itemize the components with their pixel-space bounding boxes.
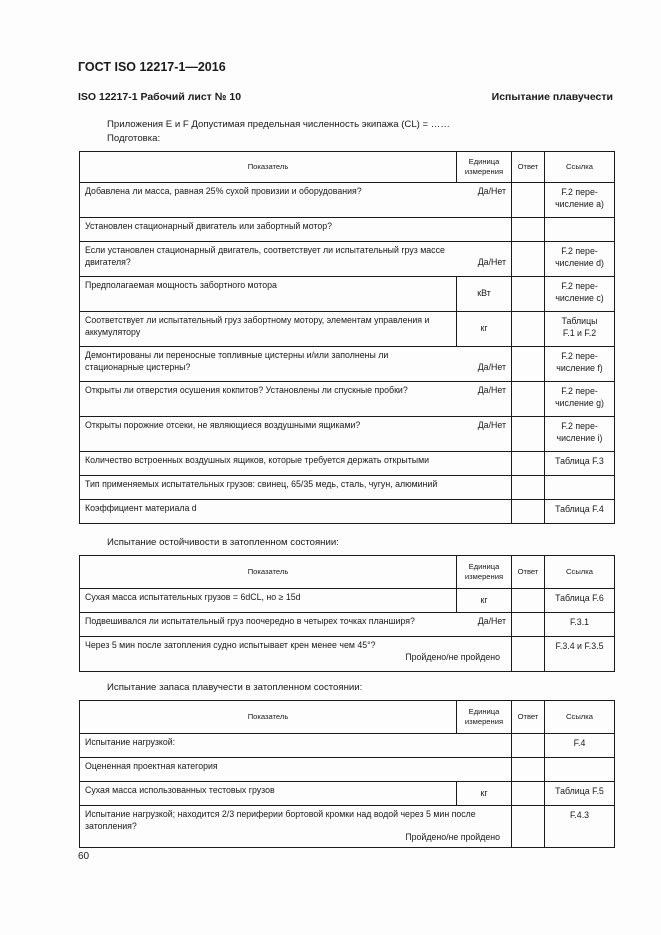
preparation-label: Подготовка: [107, 133, 161, 144]
table-row [80, 758, 615, 782]
question-text: Тип применяемых испытательных грузов: свинец, 65/35 медь, сталь, чугун, алюминий [85, 479, 438, 489]
col-answer-header: Ответ [512, 701, 545, 734]
col-indicator-header: Показатель [80, 152, 457, 183]
table-row [80, 382, 615, 417]
table-row [80, 637, 615, 672]
yes-no-text: Да/Нет [477, 616, 506, 626]
result-text: Пройдено/не пройдено [405, 651, 500, 662]
reference-cell [545, 183, 615, 218]
table-row [80, 312, 615, 347]
reference-cell [545, 758, 615, 782]
answer-cell[interactable] [512, 806, 545, 848]
question-text: Сухая масса использованных тестовых грузов [85, 785, 275, 795]
answer-cell[interactable] [512, 417, 545, 452]
question-text: Коэффициент материала d [85, 503, 197, 513]
table-row [80, 782, 615, 806]
answer-cell[interactable] [512, 242, 545, 277]
question-cell [80, 242, 512, 277]
reference-cell [545, 382, 615, 417]
yes-no-text: Да/Нет [477, 186, 506, 196]
question-cell [80, 758, 512, 782]
answer-cell[interactable] [512, 734, 545, 758]
question-text: Испытание нагрузкой: [85, 737, 176, 747]
answer-cell[interactable] [512, 613, 545, 637]
question-cell [80, 613, 512, 637]
col-indicator-header: Показатель [80, 556, 457, 589]
answer-cell[interactable] [512, 183, 545, 218]
question-text: Подвешивался ли испытательный груз поочередно в четырех точках планширя? [85, 616, 415, 626]
table-row [80, 500, 615, 524]
answer-cell[interactable] [512, 637, 545, 672]
question-cell [80, 782, 457, 806]
question-text: Соответствует ли испытательный груз забортному мотору, элементам управления и аккумулятору [85, 315, 430, 337]
unit-cell: кг [457, 589, 512, 613]
question-text: Оцененная проектная категория [85, 761, 218, 771]
reference-text-line2: числение c) [555, 292, 604, 303]
table-row [80, 277, 615, 312]
table-row [80, 806, 615, 848]
answer-cell[interactable] [512, 277, 545, 312]
question-text: Испытание нагрузкой; находится 2/3 периферии бортовой кромки над водой через 5 мин после затопления? [85, 809, 476, 831]
crew-limit-line: Приложения Е и F Допустимая предельная численность экипажа (CL) = …… [107, 119, 450, 130]
reference-cell [545, 242, 615, 277]
reference-text: F.3.1 [569, 617, 590, 627]
document-title: ГОСТ ISO 12217-1—2016 [78, 60, 226, 74]
question-cell [80, 734, 512, 758]
col-unit-header: Единица измерения [457, 556, 512, 589]
table-row [80, 613, 615, 637]
reference-text: F.3.4 и F.3.5 [555, 641, 604, 651]
reference-text: Таблица F.5 [555, 786, 604, 796]
col-unit-header: Единица измерения [457, 152, 512, 183]
reference-text-line2: числение f) [556, 362, 603, 373]
table-row [80, 476, 615, 500]
reserve-test-label: Испытание запаса плавучести в затопленном состоянии: [107, 682, 363, 693]
reference-text-line2: числение d) [555, 257, 604, 268]
reference-text: F.4.3 [569, 810, 590, 820]
question-cell [80, 218, 512, 242]
reference-cell [545, 734, 615, 758]
table-row [80, 347, 615, 382]
answer-cell[interactable] [512, 382, 545, 417]
stability-table [79, 555, 615, 672]
yes-no-text: Да/Нет [477, 420, 506, 430]
answer-cell[interactable] [512, 476, 545, 500]
reference-cell [545, 637, 615, 672]
reference-text: Таблица F.4 [555, 504, 604, 514]
question-cell [80, 452, 512, 476]
reference-cell [545, 312, 615, 347]
col-reference-header: Ссылка [545, 701, 615, 734]
stability-test-label: Испытание остойчивости в затопленном состоянии: [107, 537, 339, 548]
question-cell [80, 382, 512, 417]
table-row [80, 417, 615, 452]
reference-cell [545, 277, 615, 312]
reference-cell [545, 500, 615, 524]
question-text: Открыты ли отверстия осушения кокпитов? Установлены ли спускные пробки? [85, 385, 408, 395]
table-row [80, 452, 615, 476]
reference-text-line2: числение g) [555, 397, 604, 408]
question-cell [80, 500, 512, 524]
answer-cell[interactable] [512, 758, 545, 782]
col-reference-header: Ссылка [545, 152, 615, 183]
reference-text: Таблицы [561, 316, 598, 326]
question-cell [80, 476, 512, 500]
question-text: Сухая масса испытательных грузов = 6dCL, но ≥ 15d [85, 592, 301, 602]
unit-cell: кг [457, 782, 512, 806]
reserve-buoyancy-table [79, 700, 615, 848]
reference-text: F.2 пере- [561, 386, 598, 396]
table-row [80, 242, 615, 277]
question-text: Открыты порожние отсеки, не являющиеся воздушными ящиками? [85, 420, 361, 430]
page-number: 60 [78, 851, 90, 862]
result-text: Пройдено/не пройдено [405, 832, 500, 842]
question-text: Добавлена ли масса, равная 25% сухой провизии и оборудования? [85, 186, 362, 196]
reference-cell [545, 806, 615, 848]
col-answer-header: Ответ [512, 556, 545, 589]
table-row [80, 218, 615, 242]
answer-cell[interactable] [512, 312, 545, 347]
question-text: Количество встроенных воздушных ящиков, которые требуется держать открытыми [85, 455, 430, 465]
question-cell [80, 806, 512, 848]
question-cell [80, 347, 512, 382]
unit-cell: кВт [457, 277, 512, 312]
question-cell [80, 589, 457, 613]
question-cell [80, 312, 457, 347]
reference-cell [545, 782, 615, 806]
table-row [80, 183, 615, 218]
col-unit-header: Единица измерения [457, 701, 512, 734]
question-text: Через 5 мин после затопления судно испытывает крен менее чем 45°? [85, 640, 376, 650]
col-indicator-header: Показатель [80, 701, 457, 734]
reference-cell [545, 452, 615, 476]
yes-no-text: Да/Нет [477, 256, 506, 267]
question-text: Установлен стационарный двигатель или забортный мотор? [85, 221, 333, 231]
reference-cell [545, 347, 615, 382]
reference-cell [545, 417, 615, 452]
yes-no-text: Да/Нет [477, 361, 506, 372]
reference-cell [545, 589, 615, 613]
question-cell [80, 637, 512, 672]
reference-text: F.2 пере- [561, 351, 598, 361]
answer-cell[interactable] [512, 347, 545, 382]
col-answer-header: Ответ [512, 152, 545, 183]
reference-text: F.2 пере- [561, 246, 598, 256]
unit-cell: кг [457, 312, 512, 347]
reference-text-line2: числение i) [556, 432, 603, 443]
answer-cell[interactable] [512, 452, 545, 476]
answer-cell[interactable] [512, 782, 545, 806]
answer-cell[interactable] [512, 500, 545, 524]
table-row [80, 734, 615, 758]
reference-text: F.2 пере- [561, 187, 598, 197]
reference-cell [545, 613, 615, 637]
question-text: Демонтированы ли переносные топливные цистерны и/или заполнены ли стационарные цистерны? [85, 350, 389, 372]
worksheet-title: ISO 12217-1 Рабочий лист № 10 [78, 91, 242, 103]
reference-text: F.2 пере- [561, 421, 598, 431]
question-cell [80, 183, 512, 218]
reference-text: F.4 [573, 738, 586, 748]
reference-text-line2: F.1 и F.2 [562, 327, 597, 338]
reference-cell [545, 218, 615, 242]
table-row [80, 589, 615, 613]
preparation-table [79, 151, 615, 524]
reference-text-line2: числение a) [555, 198, 604, 209]
question-cell [80, 277, 457, 312]
section-title: Испытание плавучести [491, 91, 613, 103]
reference-text: F.2 пере- [561, 281, 598, 291]
reference-text: Таблица F.6 [555, 593, 604, 603]
question-cell [80, 417, 512, 452]
yes-no-text: Да/Нет [477, 385, 506, 395]
answer-cell[interactable] [512, 589, 545, 613]
answer-cell[interactable] [512, 218, 545, 242]
col-reference-header: Ссылка [545, 556, 615, 589]
question-text: Если установлен стационарный двигатель, соответствует ли испытательный груз массе двигателя? [85, 245, 445, 267]
reference-cell [545, 476, 615, 500]
question-text: Предполагаемая мощность забортного мотора [85, 280, 277, 290]
reference-text: Таблица F.3 [555, 456, 604, 466]
